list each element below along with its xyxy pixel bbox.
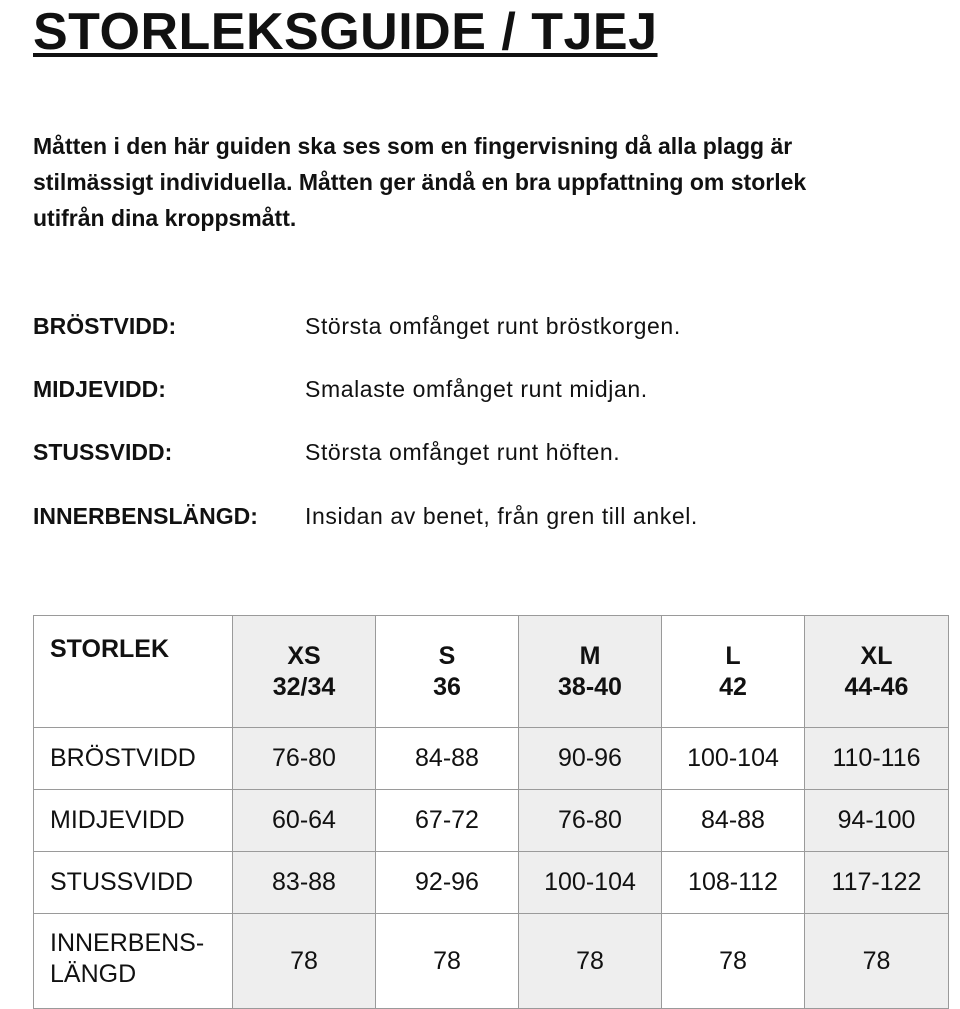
definition-term: MIDJEVIDD: bbox=[33, 376, 166, 402]
size-number: 36 bbox=[433, 672, 461, 701]
size-name: XS bbox=[287, 641, 321, 670]
table-row bbox=[34, 914, 949, 1009]
size-table bbox=[33, 615, 949, 1009]
definition-term: BRÖSTVIDD: bbox=[33, 313, 177, 339]
table-cell: 83-88 bbox=[233, 852, 376, 914]
intro-paragraph bbox=[33, 128, 913, 236]
size-number: 44-46 bbox=[844, 672, 909, 701]
table-cell: 76-80 bbox=[519, 790, 662, 852]
row-label-line: INNERBENS- bbox=[50, 929, 205, 957]
table-cell: 78 bbox=[519, 914, 662, 1009]
intro-line: Måtten i den här guiden ska ses som en fingervisning då alla plagg är bbox=[33, 133, 793, 159]
table-cell: 78 bbox=[233, 914, 376, 1009]
intro-line: utifrån dina kroppsmått. bbox=[33, 205, 297, 231]
definition-text: Smalaste omfånget runt midjan. bbox=[305, 376, 648, 402]
table-cell: 67-72 bbox=[376, 790, 519, 852]
size-header-s bbox=[376, 616, 519, 728]
size-header-xs bbox=[233, 616, 376, 728]
table-cell: 110-116 bbox=[805, 728, 949, 790]
table-header-row bbox=[34, 616, 949, 728]
table-cell: 108-112 bbox=[662, 852, 805, 914]
size-name: L bbox=[725, 641, 741, 670]
size-number: 38-40 bbox=[558, 672, 622, 701]
table-cell: 100-104 bbox=[662, 728, 805, 790]
row-label: STUSSVIDD bbox=[34, 852, 233, 914]
table-cell: 90-96 bbox=[519, 728, 662, 790]
intro-line: stilmässigt individuella. Måtten ger ändå en bra uppfattning om storlek bbox=[33, 169, 807, 195]
size-name: XL bbox=[860, 641, 893, 670]
table-cell: 78 bbox=[376, 914, 519, 1009]
table-cell: 92-96 bbox=[376, 852, 519, 914]
size-header-m bbox=[519, 616, 662, 728]
size-header-xl bbox=[805, 616, 949, 728]
table-cell: 60-64 bbox=[233, 790, 376, 852]
table-cell: 84-88 bbox=[662, 790, 805, 852]
size-name: M bbox=[579, 641, 601, 670]
table-cell: 78 bbox=[805, 914, 949, 1009]
row-label: MIDJEVIDD bbox=[34, 790, 233, 852]
definition-term: STUSSVIDD: bbox=[33, 439, 173, 465]
definition-text: Största omfånget runt höften. bbox=[305, 439, 621, 465]
size-header-l bbox=[662, 616, 805, 728]
row-label bbox=[34, 914, 233, 1009]
table-row bbox=[34, 790, 949, 852]
definition-term: INNERBENSLÄNGD: bbox=[33, 503, 258, 529]
size-name: S bbox=[438, 641, 456, 670]
definition-text: Största omfånget runt bröstkorgen. bbox=[305, 313, 681, 339]
table-cell: 117-122 bbox=[805, 852, 949, 914]
row-label: BRÖSTVIDD bbox=[34, 728, 233, 790]
table-cell: 76-80 bbox=[233, 728, 376, 790]
definition-text: Insidan av benet, från gren till ankel. bbox=[305, 503, 698, 529]
page-title: STORLEKSGUIDE / TJEJ bbox=[33, 3, 658, 61]
size-number: 42 bbox=[719, 672, 747, 701]
table-cell: 100-104 bbox=[519, 852, 662, 914]
size-number: 32/34 bbox=[272, 672, 336, 701]
table-cell: 78 bbox=[662, 914, 805, 1009]
table-cell: 94-100 bbox=[805, 790, 949, 852]
table-row bbox=[34, 852, 949, 914]
table-corner-label: STORLEK bbox=[34, 616, 233, 728]
table-cell: 84-88 bbox=[376, 728, 519, 790]
table-row bbox=[34, 728, 949, 790]
row-label-line: LÄNGD bbox=[50, 960, 137, 988]
